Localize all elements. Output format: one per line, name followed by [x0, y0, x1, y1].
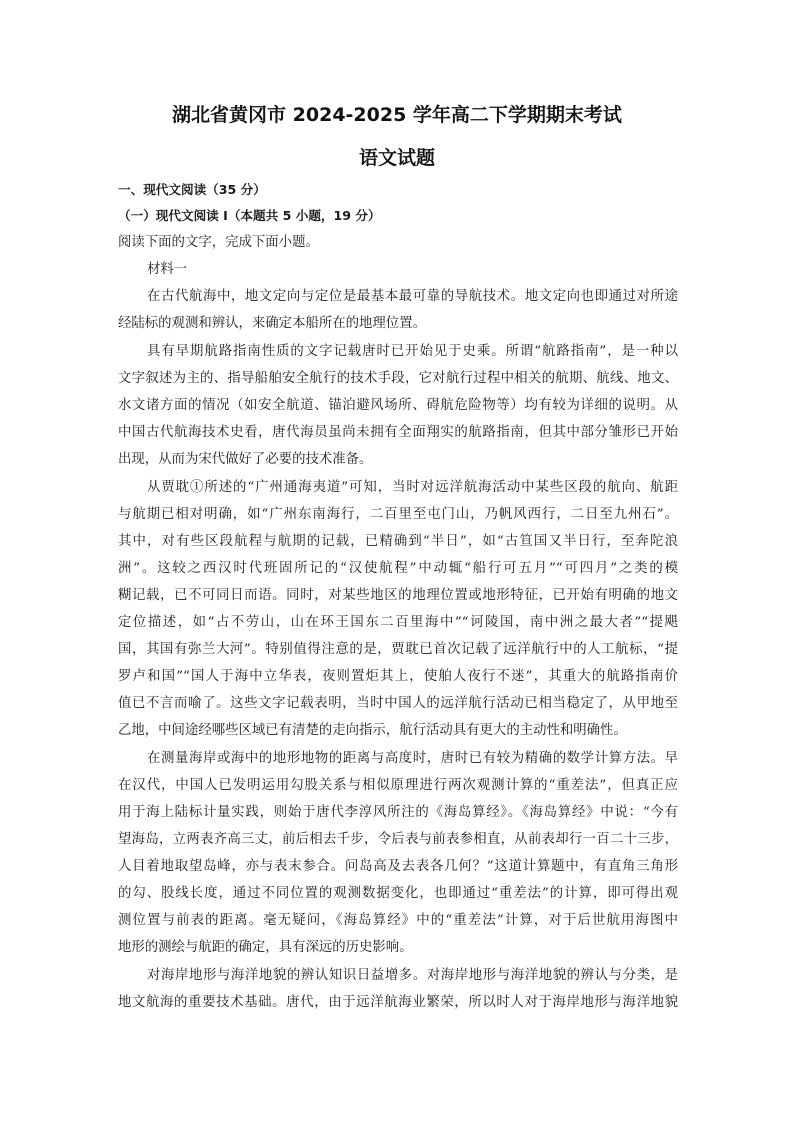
- document-title: 湖北省黄冈市 2024-2025 学年高二下学期期末考试: [172, 104, 622, 126]
- paragraph-line: 地文航海的重要技术基础。唐代，由于远洋航海业繁荣，所以时人对于海岸地形与海洋地貌: [118, 995, 678, 1010]
- paragraph-line: 中国古代航海技术史看，唐代海员虽尚未拥有全面翔实的航路指南，但其中部分雏形已开始: [118, 425, 678, 440]
- paragraph-line: 地形的测绘与航距的确定，具有深远的历史影响。: [118, 940, 413, 955]
- paragraph-line: 其中，对有些区段航程与航期的记载，已精确到“半日”，如“古笪国又半日行，至奔陀浪: [118, 534, 678, 549]
- paragraph-line: 定位描述，如“占不劳山，山在环王国东二百里海中”“诃陵国，南中洲之最大者”“提飓: [118, 615, 678, 630]
- paragraph-line: 糊记载，已不可同日而语。同时，对某些地区的地理位置或地形特征，已开始有明确的地文: [118, 588, 678, 603]
- paragraph-line: 的勾、股线长度，通过不同位置的观测数据变化，也即通过“重差法”的计算，即可得出观: [118, 886, 678, 901]
- instruction-text: 阅读下面的文字，完成下面小题。: [118, 235, 319, 250]
- paragraph-line: 国，其国有弥兰大河”。特别值得注意的是，贾耽已首次记载了远洋航行中的人工航标，“提: [118, 642, 678, 657]
- paragraph-line: 在测量海岸或海中的地形地物的距离与高度时，唐时已有较为精确的数学计算方法。早: [147, 751, 678, 766]
- paragraph-line: 经陆标的观测和辨认，来确定本船所在的地理位置。: [118, 316, 426, 331]
- paragraph-line: 出现，从而为宋代做好了必要的技术准备。: [118, 452, 373, 467]
- paragraph-line: 测位置与前表的距离。毫无疑问，《海岛算经》中的“重差法”计算，对于后世航用海图中: [118, 913, 678, 928]
- paragraph-line: 与航期已相对明确，如“广州东南海行，二百里至屯门山，乃帆风西行，二日至九州石”。: [118, 507, 678, 522]
- document-subtitle: 语文试题: [358, 147, 435, 169]
- paragraph-line: 值已不言而喻了。这些文字记载表明，当时中国人的远洋航行活动已相当稳定了，从甲地至: [118, 696, 678, 711]
- paragraph-line: 乙地，中间途经哪些区域已有清楚的走向指示，航行活动具有更大的主动性和明确性。: [118, 723, 627, 738]
- paragraph-line: 具有早期航路指南性质的文字记载唐时已开始见于史乘。所谓“航路指南”，是一种以: [147, 344, 678, 359]
- paragraph-line: 在古代航海中，地文定向与定位是最基本最可靠的导航技术。地文定向也即通过对所途: [147, 289, 678, 304]
- paragraph-line: 水文诸方面的情况（如安全航道、锚泊避风场所、碍航危险物等）均有较为详细的说明。从: [118, 398, 678, 413]
- paragraph-line: 人目着地取望岛峰，亦与表末参合。问岛高及去表各几何？”这道计算题中，有直角三角形: [118, 859, 678, 874]
- section-heading: 一、现代文阅读（35 分）: [118, 182, 266, 197]
- paragraph-line: 洲”。这较之西汉时代班固所记的“汉使航程”中动辄“船行可五月”“可四月”之类的模: [118, 561, 678, 576]
- section-subheading: （一）现代文阅读 I（本题共 5 小题，19 分）: [118, 208, 381, 223]
- paragraph-line: 对海岸地形与海洋地貌的辨认知识日益增多。对海岸地形与海洋地貌的辨认与分类，是: [147, 968, 678, 983]
- paragraph-line: 望海岛，立两表齐高三丈，前后相去千步，令后表与前表参相直，从前表却行一百二十三步，: [118, 832, 678, 847]
- paragraph-line: 在汉代，中国人已发明运用勾股关系与相似原理进行两次观测计算的“重差法”，但真正应: [118, 778, 678, 793]
- paragraph-line: 罗卢和国”“国人于海中立华表，夜则置炬其上，使舶人夜行不迷”，其重大的航路指南价: [118, 669, 678, 684]
- paragraph-line: 用于海上陆标计量实践，则始于唐代李淳风所注的《海岛算经》。《海岛算经》中说：“今有: [118, 805, 678, 820]
- paragraph-line: 从贾耽①所述的“广州通海夷道”可知，当时对远洋航海活动中某些区段的航向、航距: [147, 480, 678, 495]
- material-label: 材料一: [147, 262, 188, 277]
- paragraph-line: 文字叙述为主的、指导船舶安全航行的技术手段，它对航行过程中相关的航期、航线、地文、: [118, 371, 678, 386]
